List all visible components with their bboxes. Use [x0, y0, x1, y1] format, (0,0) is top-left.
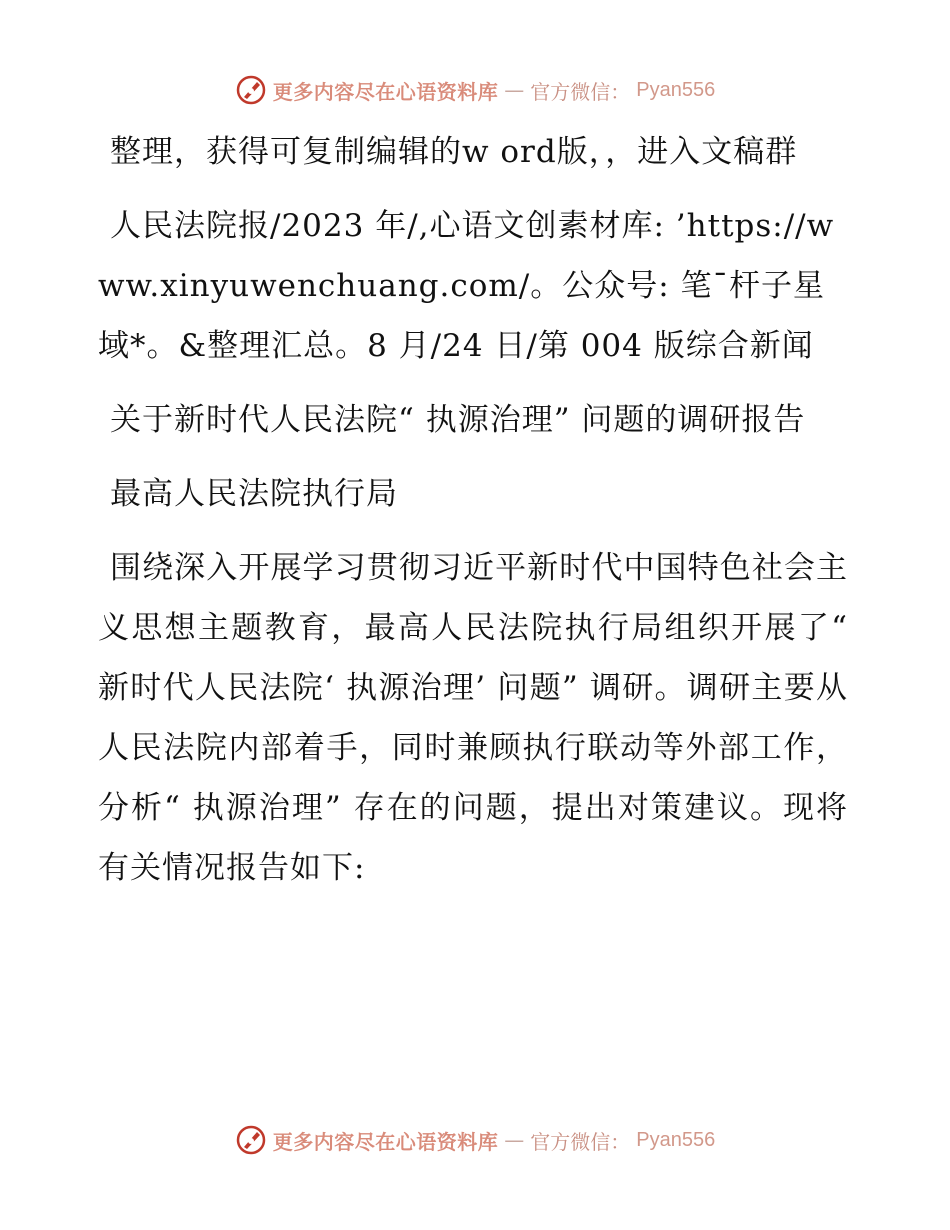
- footer-banner: [0, 1122, 950, 1158]
- banner-wechat-label: 官方微信：: [530, 79, 631, 104]
- quill-seal-icon: [235, 74, 267, 106]
- banner-wechat-id: Pyan556: [636, 78, 716, 101]
- quill-seal-icon: [235, 1124, 267, 1156]
- paragraph-notice: 整理，获得可复制编辑的w ord版，，进入文稿群: [110, 134, 798, 170]
- article-title: 关于新时代人民法院“ 执源治理” 问题的调研报告: [110, 402, 806, 438]
- paragraph-source: 人民法院报/2023 年/,心语文创素材库: ’https://www.xinyuwenchuang.com/。公众号: 笔¯杆子星域*。&整理汇总。8 月/24 日/第 004 版综合新闻: [98, 208, 835, 364]
- article-author: 最高人民法院执行局: [110, 476, 398, 512]
- header-banner: [0, 72, 950, 108]
- banner-wechat-label: 官方微信：: [530, 1129, 631, 1154]
- banner-separator: —: [504, 1128, 525, 1152]
- banner-separator: —: [504, 78, 525, 102]
- banner-wechat-id: Pyan556: [636, 1128, 716, 1151]
- paragraph-intro: 围绕深入开展学习贯彻习近平新时代中国特色社会主义思想主题教育，最高人民法院执行局组织开展了“ 新时代人民法院‘ 执源治理’ 问题” 调研。调研主要从人民法院内部着手，同时兼顾执行联动等外部工作，分析“ 执源治理” 存在的问题，提出对策建议。现将有关情况报告如下:: [98, 550, 848, 886]
- document-body: [98, 122, 848, 912]
- banner-text: 更多内容尽在心语资料库: [272, 79, 499, 104]
- banner-text: 更多内容尽在心语资料库: [272, 1129, 499, 1154]
